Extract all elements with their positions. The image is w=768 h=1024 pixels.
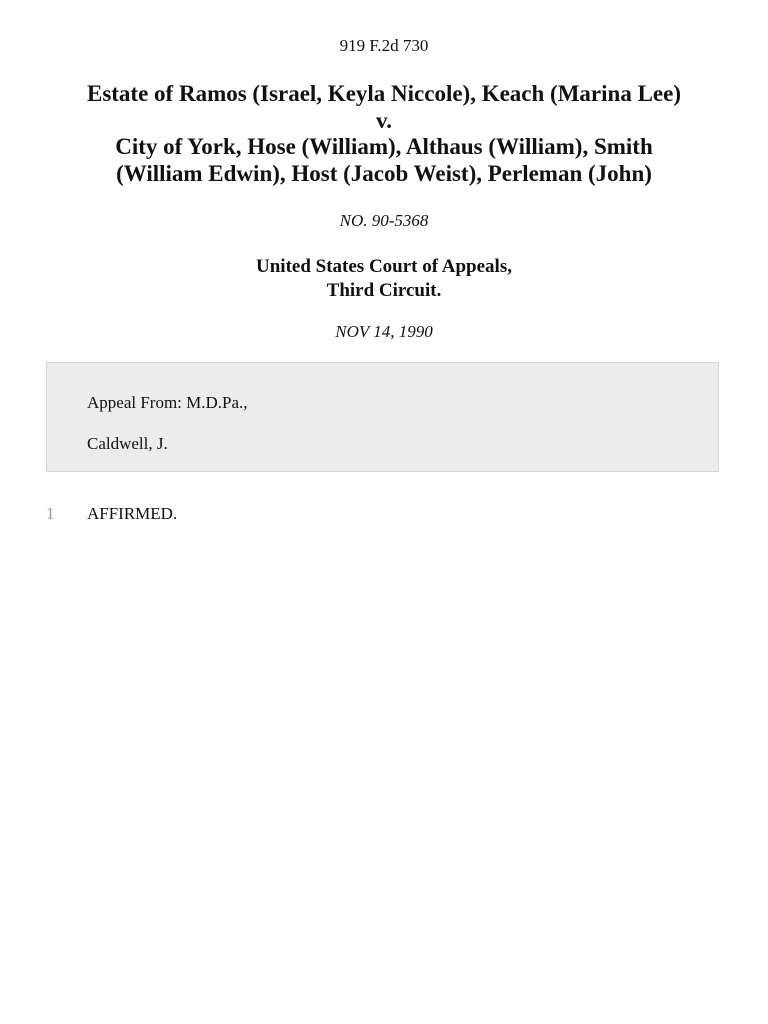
case-title-versus: v.: [376, 107, 392, 133]
docket-number: NO. 90-5368: [339, 211, 429, 230]
case-citation: 919 F.2d 730: [339, 36, 429, 55]
case-title: [40, 81, 728, 187]
court-name-line2: Third Circuit.: [326, 280, 442, 301]
case-title-defendants-line1: City of York, Hose (William), Althaus (William), Smith: [115, 134, 653, 159]
decision-date: NOV 14, 1990: [335, 322, 433, 341]
appeal-info-box: [46, 362, 719, 472]
court-name-line1: United States Court of Appeals,: [256, 256, 512, 277]
court-name: [0, 255, 768, 303]
case-title-plaintiffs: Estate of Ramos (Israel, Keyla Niccole), Keach (Marina Lee): [86, 81, 681, 106]
paragraph-text: AFFIRMED.: [87, 504, 178, 523]
lower-court-judge: Caldwell, J.: [87, 434, 168, 453]
appeal-from: Appeal From: M.D.Pa.,: [87, 393, 248, 412]
paragraph-number: 1: [46, 504, 55, 523]
case-title-defendants-line2: (William Edwin), Host (Jacob Weist), Perleman (John): [116, 160, 652, 186]
